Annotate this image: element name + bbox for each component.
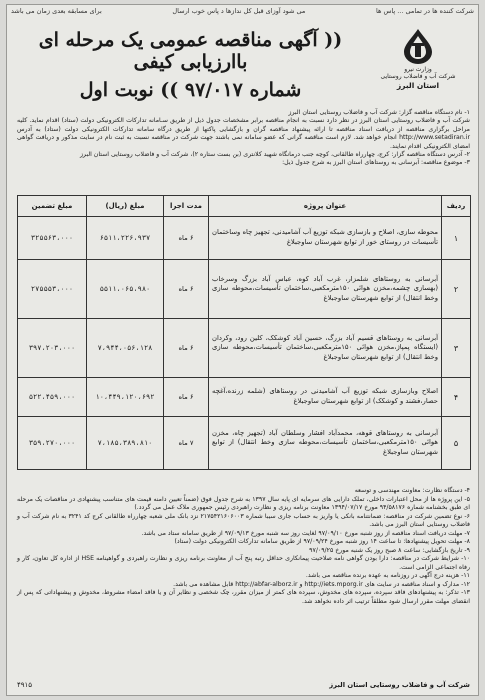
project-amount: ۱۰،۴۴۹،۱۲۰،۶۹۲	[87, 378, 164, 417]
project-guarantee: ۳۲۵۵۶۳،۰۰۰	[18, 217, 87, 260]
table-row	[18, 417, 471, 470]
project-amount: ۷،۱۸۵،۳۸۹،۸۱۰	[87, 417, 164, 470]
company-name-line2: استان البرز	[396, 81, 440, 90]
company-name-line1: شرکت آب و فاضلاب روستایی	[380, 73, 456, 80]
project-duration: ۶ ماه	[164, 378, 209, 417]
header-duration: مدت اجرا	[164, 196, 209, 217]
project-duration: ۷ ماه	[164, 417, 209, 470]
newspaper-clipping	[6, 4, 479, 696]
table-row	[18, 217, 471, 260]
project-amount: ۷،۹۴۴،۰۵۶،۱۲۸	[87, 319, 164, 378]
note-item: ۶- نوع تضمین شرکت در مناقصه: ضمانتنامه بانکی یا واریز به حساب جاری سیبا شماره ۲۱۷۵۴۲۱۶۰۶۰۰۳ نزد بانک ملی شعبه چهارراه طالقانی کرج کد ۳۲۴۱ به نام شرکت آب و فاضلاب روستایی استان البرز می باشد.	[17, 512, 470, 528]
note-item: ۴- دستگاه نظارت: معاونت مهندسی و توسعه	[354, 487, 470, 494]
table-row	[18, 378, 471, 417]
note-item: ۹- تاریخ بازگشایی: ساعت ۸ صبح روز یک شنبه مورخ ۹۷/۰۹/۲۵	[309, 546, 470, 554]
top-strip-middle: می شود آوزای قبل کل ندازها د پاس خوب ارسال	[172, 7, 306, 15]
table-header-row	[18, 196, 471, 217]
top-strip	[11, 7, 474, 19]
project-duration: ۶ ماه	[164, 319, 209, 378]
table-row	[18, 319, 471, 378]
intro-paragraph: شرکت آب و فاضلاب روستایی استان البرز در نظر دارد نسبت به انجام مناقصه برابر مشخصات جدول ذیل از طریق سـامانه تدارکات الکترونیکی دولت (ستاد) اقدام نماید. کلیه مراحل برگزاری مناقصه از دریافت اسناد مناقصه تا ارائه پیشنهاد مناقصه گران و بازگشایی پاکتها از طریق درگاه سامانه تدارکات الکترونیکی دولت (ستاد) به آدرس http://www.setadiran.ir انجام خواهد شد. لازم است مناقصه گرانی که عضو سامانه نمی باشند جهت شرکت در مناقصه نسبت به ثبت نام در سایت مذکور و دریافت گواهی امضای الکترونیکی اقدام نمایند.	[17, 117, 470, 150]
top-strip-right: شرکت کننده ها در تمامی ... پاس ها	[375, 7, 474, 15]
row-number: ۳	[442, 319, 471, 378]
intro-text	[17, 109, 470, 168]
intro-paragraph: ۱- نام دستگاه مناقصه گزار: شرکت آب و فاضلاب روستایی استان البرز	[288, 109, 470, 116]
row-number: ۵	[442, 417, 471, 470]
intro-paragraph: ۲- آدرس دستگاه مناقصه گزار: کرج، چهارراه طالقانی، کوچه جنب درمانگاه شهید کلانتری (بن بست ستاره ۲)، شرکت آب و فاضلاب روستایی استان البرز	[79, 151, 470, 159]
project-title: آبرسانی به روستاهای شلمزار، غرب آباد کوه، عباس آباد بزرگ وسرخاب (بهسازی چشمه،مخزن هوائی ۱۵۰مترمکعبی،ساختمان تأسیسات،محوطه سازی وخط انتقال) از توابع شهرستان ساوجبلاغ	[209, 260, 442, 319]
header-amount: مبلغ (ریال)	[87, 196, 164, 217]
title-block	[13, 21, 368, 109]
ad-code: ۴۹۱۵	[17, 681, 33, 689]
note-item: ۱۰- شرایط شرکت در مناقصه: دارا بودن گواهی نامه صلاحیت پیمانکاری حداقل رتبه پنج آب از معاونت برنامه ریزی و نظارت راهبردی و گواهینامه HSE از اداره کل تعاون، کار و رفاه اجتماعی الزامی است.	[17, 555, 470, 571]
row-number: ۲	[442, 260, 471, 319]
note-item: ۱۳- تذکر: به پیشنهادهای فاقد سپرده، سپرده های مخدوش، سپرده های کمتر از میزان مقرر، چک شخصی و نظایر آن و یا فاقد امضاء مشروط، مخدوش و پیشنهاداتی که پس از انقضای مهلت مقرر ارسال شود مطلقاً ترتیب اثر داده نخواهد شد.	[17, 589, 470, 605]
project-guarantee: ۲۷۵۵۵۳،۰۰۰	[18, 260, 87, 319]
project-title: محوطه سازی، اصلاح و بازسازی شبکه توزیع آب آشامیدنی، تجهیز چاه وساختمان تأسیسات در روستای خور از توابع شهرستان ساوجبلاغ	[209, 217, 442, 260]
project-guarantee: ۵۲۲،۴۵۹،۰۰۰	[18, 378, 87, 417]
header-row-number: ردیف	[442, 196, 471, 217]
water-drop-tower-icon	[399, 27, 437, 65]
project-guarantee: ۳۵۹،۲۷۰،۰۰۰	[18, 417, 87, 470]
row-number: ۴	[442, 378, 471, 417]
project-guarantee: ۳۹۷،۲۰۳،۰۰۰	[18, 319, 87, 378]
footer	[17, 681, 470, 689]
note-item: ۸- مهلت تحویل پیشنهادها: تا ساعت ۱۴ روز شنبه مورخ ۹۷/۰۹/۲۴ از طریق سامانه تدارکات الکترونیکی دولت (ستاد)	[174, 538, 470, 545]
project-title: اصلاح وبازسازی شبکه توزیع آب آشامیدنی در روستاهای (شلمه زرنده،آغچه حصار،فشند و کوشکک) از توابع شهرستان ساوجبلاغ	[209, 378, 442, 417]
header-project-title: عنوان پروژه	[209, 196, 442, 217]
project-amount: ۶۵۱۱،۲۲۶،۹۳۷	[87, 217, 164, 260]
projects-table	[17, 195, 471, 470]
project-title: آبرسانی به روستاهای قوهه، محمدآباد افشار وسلطان آباد (تجهیز چاه، مخزن هوائی ۱۵۰مترمکعبی،ساختمان تأسیسات،محوطه سازی وخط انتقال) از توابع شهرستان ساوجبلاغ	[209, 417, 442, 470]
project-duration: ۶ ماه	[164, 217, 209, 260]
company-logo	[368, 27, 468, 107]
project-title: آبرسانی به روستاهای قسیم آباد بزرگ، حسین آباد کوشکک، کلین رود، وکردان (ایستگاه پمپاژ،مخزن هوائی ۱۵۰مترمکعبی،ساختمان تأسیسات،محوطه سازی وخط انتقال) از توابع شهرستان ساوجبلاغ	[209, 319, 442, 378]
footer-signature: شرکت آب و فاضلاب روستایی استان البرز	[329, 681, 470, 689]
page-title: (( آگهی مناقصه عمومی یک مرحله ای باارزیابی کیفی	[38, 29, 343, 73]
tender-number: شماره ۹۷/۰۱۷ )) نوبت اول	[79, 79, 302, 101]
note-item: ۷- مهلت دریافت اسناد مناقصه از روز شنبه مورخ ۹۷/۰۹/۱۰ لغایت روز سه شنبه مورخ ۹۷/۰۹/۱۳ از طریق سامانه ستاد می باشد.	[141, 529, 470, 537]
project-amount: ۵۵۱۱،۰۶۵،۹۸۰	[87, 260, 164, 319]
conditions-text	[17, 487, 470, 606]
project-duration: ۶ ماه	[164, 260, 209, 319]
header-guarantee: مبلغ تضمین	[18, 196, 87, 217]
intro-paragraph: ۳- موضوع مناقصه: آبرسانی به روستاهای استان البرز به شرح جدول ذیل:	[282, 159, 470, 167]
note-item: ۱۲- مدارک و اسناد مناقصه در سایت های http://iets.mporg.ir و http://abfar-alborz.ir قابل مشاهده می باشد.	[173, 580, 470, 588]
row-number: ۱	[442, 217, 471, 260]
table-row	[18, 260, 471, 319]
top-strip-left: برای مسابقه بعدی زمان می باشد	[11, 7, 102, 15]
note-item: ۵- این پروژه ها از محل اعتبارات داخلی، تملک دارایی های سرمایه ای پایه سال ۱۳۹۷ به شرح جدول فوق (ضمناً تعیین دامنه قیمت های متناسب پیشنهادی در مناقصات یک مرحله ای طبق بخشنامه شماره ۹۴/۵۸۱۷۶ مورخ ۱۳۹۴/۰۷/۱۷ معاونت برنامه ریزی و نظارت راهبردی رئیس جمهوری ملاک عمل می گردد.)	[17, 495, 470, 511]
note-item: ۱۱- هزینه درج آگهی در روزنامه به عهده برنده مناقصه می باشد.	[305, 572, 470, 579]
ministry-label: وزارت نیرو	[404, 66, 432, 73]
